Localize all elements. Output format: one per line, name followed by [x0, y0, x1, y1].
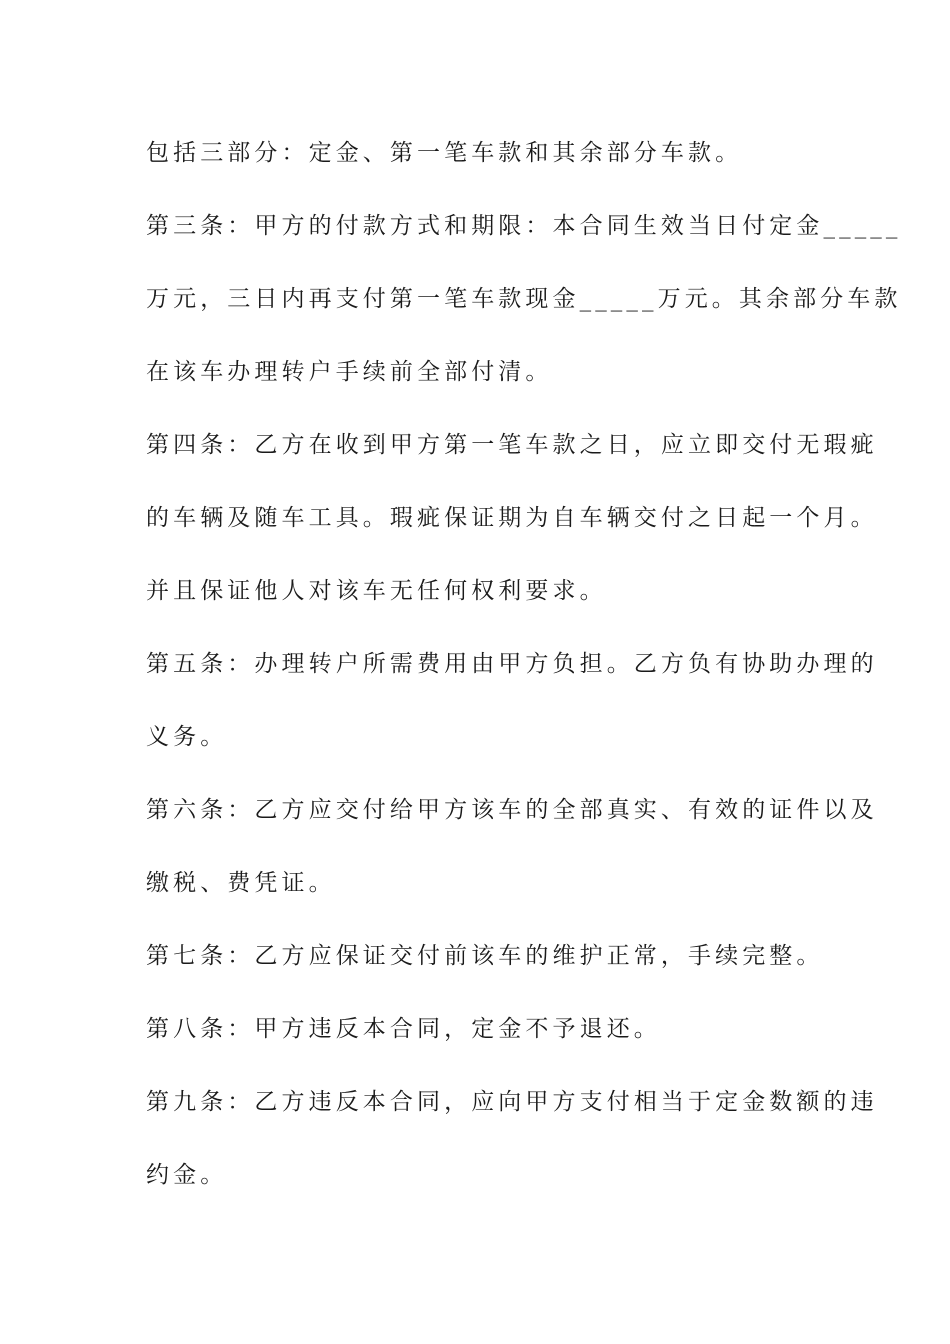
text-line: 第六条：乙方应交付给甲方该车的全部真实、有效的证件以及	[146, 797, 878, 823]
text-line: 第八条：甲方违反本合同，定金不予退还。	[146, 1016, 661, 1042]
text-line: 在该车办理转户手续前全部付清。	[146, 359, 553, 385]
text-line: 第七条：乙方应保证交付前该车的维护正常，手续完整。	[146, 943, 824, 969]
text-line: 万元，三日内再支付第一笔车款现金_____万元。其余部分车款	[146, 286, 902, 312]
text-line: 缴税、费凭证。	[146, 870, 336, 896]
text-line: 第五条：办理转户所需费用由甲方负担。乙方负有协助办理的	[146, 651, 878, 677]
text-line: 第四条：乙方在收到甲方第一笔车款之日，应立即交付无瑕疵	[146, 432, 878, 458]
text-line: 并且保证他人对该车无任何权利要求。	[146, 578, 607, 604]
text-line: 约金。	[146, 1162, 228, 1188]
text-line: 第九条：乙方违反本合同，应向甲方支付相当于定金数额的违	[146, 1089, 878, 1115]
text-line: 包括三部分：定金、第一笔车款和其余部分车款。	[146, 140, 743, 166]
text-line: 的车辆及随车工具。瑕疵保证期为自车辆交付之日起一个月。	[146, 505, 878, 531]
text-line: 义务。	[146, 724, 228, 750]
text-line: 第三条：甲方的付款方式和期限：本合同生效当日付定金_____	[146, 213, 902, 239]
document-body	[146, 125, 902, 1220]
